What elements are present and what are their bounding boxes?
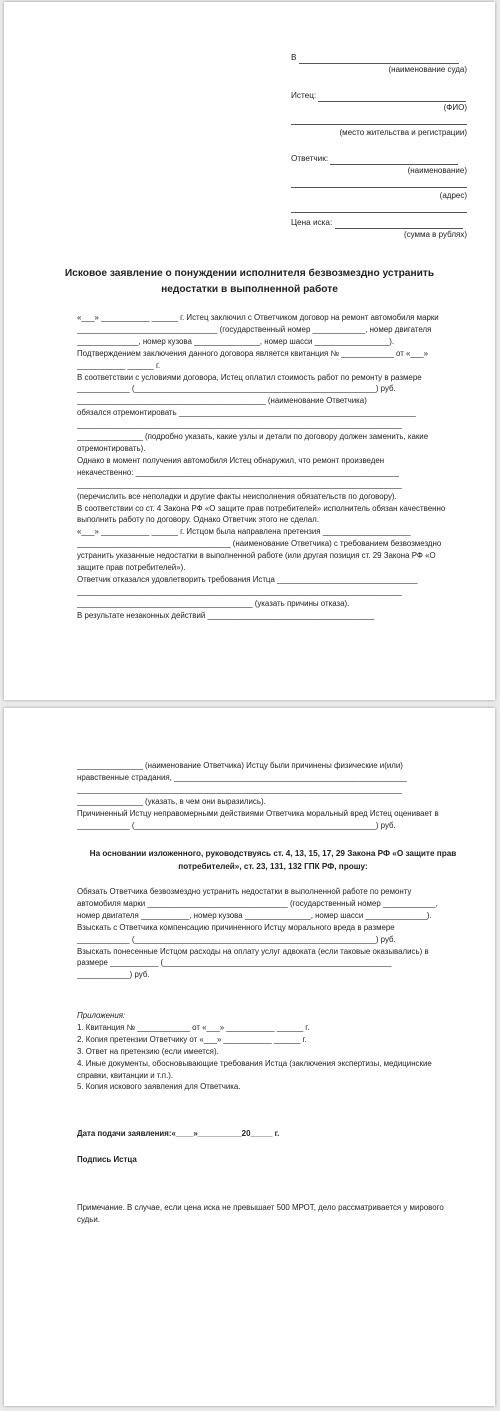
- body-line: Причиненный Истцу неправомерными действиями Ответчика моральный вред Истец оценивает в: [77, 808, 439, 818]
- body-line: __________________________________________________________________________: [77, 479, 402, 489]
- defendant-address-caption: (адрес): [439, 190, 467, 200]
- defendant-name-caption: (наименование): [407, 166, 467, 176]
- body-line: ____________ (_______________________________________________________) руб.: [77, 384, 396, 394]
- price-label: Цена иска:: [291, 218, 333, 227]
- body-line: (перечислить все неполадки и другие факты неисполнения обязательств по договору).: [77, 491, 397, 501]
- plaintiff-label: Истец:: [291, 91, 317, 100]
- defendant-blank-line: [330, 155, 458, 165]
- plaintiff-signature: Подпись Истца: [77, 1155, 137, 1164]
- requests-section: [77, 886, 469, 981]
- body-line: Однако в момент получения автомобиля Истец обнаружил, что ремонт произведен: [77, 455, 385, 465]
- note: [77, 1202, 469, 1226]
- defendant-label: Ответчик:: [291, 154, 329, 163]
- body-line: отремонтировать).: [77, 443, 146, 453]
- legal-basis: [77, 848, 469, 873]
- body-line: «___» ___________ ______ г. Истцом была направлена претензия ____________________: [77, 527, 411, 537]
- defendant-extra-line: [291, 202, 467, 213]
- title-line-2: недостатки в выполненной работе: [161, 283, 338, 295]
- plaintiff-block: [291, 90, 467, 139]
- body-line: Взыскать понесенные Истцом расходы на оплату услуг адвоката (если таковые оказывались) в: [77, 946, 429, 956]
- damages-section: [77, 760, 469, 831]
- body-line: защите прав потребителей»).: [77, 563, 186, 573]
- filing-date: Дата подачи заявления:«____»__________20_____ г.: [77, 1129, 280, 1138]
- body-line: «___» ___________ ______ г. Истец заключил с Ответчиком договор на ремонт автомобиля марки: [77, 313, 439, 322]
- document-page-2: [4, 708, 495, 1406]
- body-line: ____________) руб.: [77, 970, 150, 980]
- body-line: __________________________________________________________________________: [77, 420, 402, 430]
- attachments-heading: Приложения:: [77, 1011, 126, 1020]
- body-line: Обязать Ответчика безвозмездно устранить недостатки в выполненной работе по ремонту: [77, 887, 412, 896]
- body-line: устранить указанные недостатки в выполненной работе (или другая позиция ст. 29 Закона РФ «О: [77, 551, 436, 561]
- price-blank-line: [335, 219, 463, 229]
- body-line: размере ___________ (____________________________________________________: [77, 958, 392, 968]
- attachments-section: [77, 1010, 469, 1093]
- defendant-address-line: [291, 177, 467, 188]
- address-line-1: [291, 114, 467, 125]
- court-block: [291, 52, 467, 76]
- body-line: Ответчик отказался удовлетворить требования Истца ________________________________: [77, 574, 418, 584]
- body-line: __________________________________________________________________________: [77, 784, 402, 794]
- body-line: Взыскать с Ответчика компенсацию причиненного Истцу морального вреда в размере: [77, 922, 395, 932]
- body-line: автомобиля марки ________________________________ (государственный номер ____________,: [77, 898, 438, 908]
- plaintiff-blank-line: [318, 92, 466, 102]
- body-line: ___________ ______ г.: [77, 360, 161, 370]
- court-blank-line: [299, 54, 459, 64]
- claim-price-block: [291, 217, 467, 241]
- body-line: обязался отремонтировать ______________________________________________________: [77, 408, 416, 418]
- court-caption: (наименование суда): [388, 65, 467, 75]
- document-title: [64, 266, 435, 297]
- body-line: ___________________________________________ (наименование Ответчика): [77, 396, 367, 406]
- title-line-1: Исковое заявление о понуждении исполнителя безвозмездно устранить: [64, 268, 435, 279]
- body-line: нравственные страдания, _____________________________________________________: [77, 772, 407, 782]
- body-line: ________________________________ (государственный номер ____________, номер двигателя: [77, 324, 432, 334]
- price-caption: (сумма в рублях): [403, 230, 467, 240]
- body-line: выполнить работу по договору. Однако Ответчик этого не сделал.: [77, 515, 319, 525]
- body-line: В соответствии с условиями договора, Истец оплатил стоимость работ по ремонту в размере: [77, 372, 422, 382]
- body-line: ________________________________________ (указать причины отказа).: [77, 598, 350, 608]
- attachment-item: 2. Копия претензии Ответчику от «___» ___________ ______ г.: [77, 1034, 307, 1044]
- body-line: В соответствии со ст. 4 Закона РФ «О защите прав потребителей» исполнитель обязан качественно: [77, 503, 446, 513]
- body-line: _______________ (наименование Ответчика) Истцу были причинены физические и(или): [77, 761, 403, 770]
- attachment-item: справки, квитанции и т.п.).: [77, 1070, 174, 1080]
- body-line: ____________ (_______________________________________________________) руб.: [77, 934, 396, 944]
- attachment-item: 5. Копия искового заявления для Ответчика.: [77, 1082, 241, 1092]
- plaintiff-caption: (ФИО): [443, 103, 467, 113]
- document-page-1: [4, 2, 495, 700]
- defendant-block: [291, 153, 467, 214]
- claim-body: [77, 312, 469, 622]
- body-line: _______________ (подробно указать, какие узлы и детали по договору должен заменить, какие: [77, 432, 429, 442]
- body-line: номер двигателя ___________, номер кузова _______________, номер шасси ______________).: [77, 910, 432, 920]
- body-line: ____________ (_______________________________________________________) руб.: [77, 820, 396, 830]
- address-caption: (место жительства и регистрации): [339, 127, 467, 137]
- court-prefix: В: [291, 53, 297, 62]
- body-line: Подтверждением заключения данного договора является квитанция № ____________ от «___»: [77, 348, 428, 358]
- body-line: ___________________________________ (наименование Ответчика) с требованием безвозмездно: [77, 539, 442, 549]
- basis-line-2: потребителей», ст. 23, 131, 132 ГПК РФ, прошу:: [178, 861, 368, 871]
- body-line: _______________ (указать, в чем они выразились).: [77, 796, 266, 806]
- basis-line-1: На основании изложенного, руководствуясь ст. 4, 13, 15, 17, 29 Закона РФ «О защите прав: [89, 849, 457, 858]
- body-line: __________________________________________________________________________: [77, 586, 402, 596]
- body-line: некачественно: ____________________________________________________________: [77, 467, 399, 477]
- attachment-item: 3. Ответ на претензию (если имеется).: [77, 1046, 219, 1056]
- attachment-item: 4. Иные документы, обосновывающие требования Истца (заключения экспертизы, медицинские: [77, 1058, 432, 1068]
- note-line-2: судьи.: [77, 1214, 100, 1224]
- body-line: В результате незаконных действий ______________________________________: [77, 610, 375, 620]
- attachment-item: 1. Квитанция № ____________ от «___» ___________ ______ г.: [77, 1022, 310, 1032]
- note-line-1: Примечание. В случае, если цена иска не превышает 500 МРОТ, дело рассматривается у мирового: [77, 1203, 444, 1212]
- body-line: ______________, номер кузова _______________, номер шасси _________________).: [77, 336, 395, 346]
